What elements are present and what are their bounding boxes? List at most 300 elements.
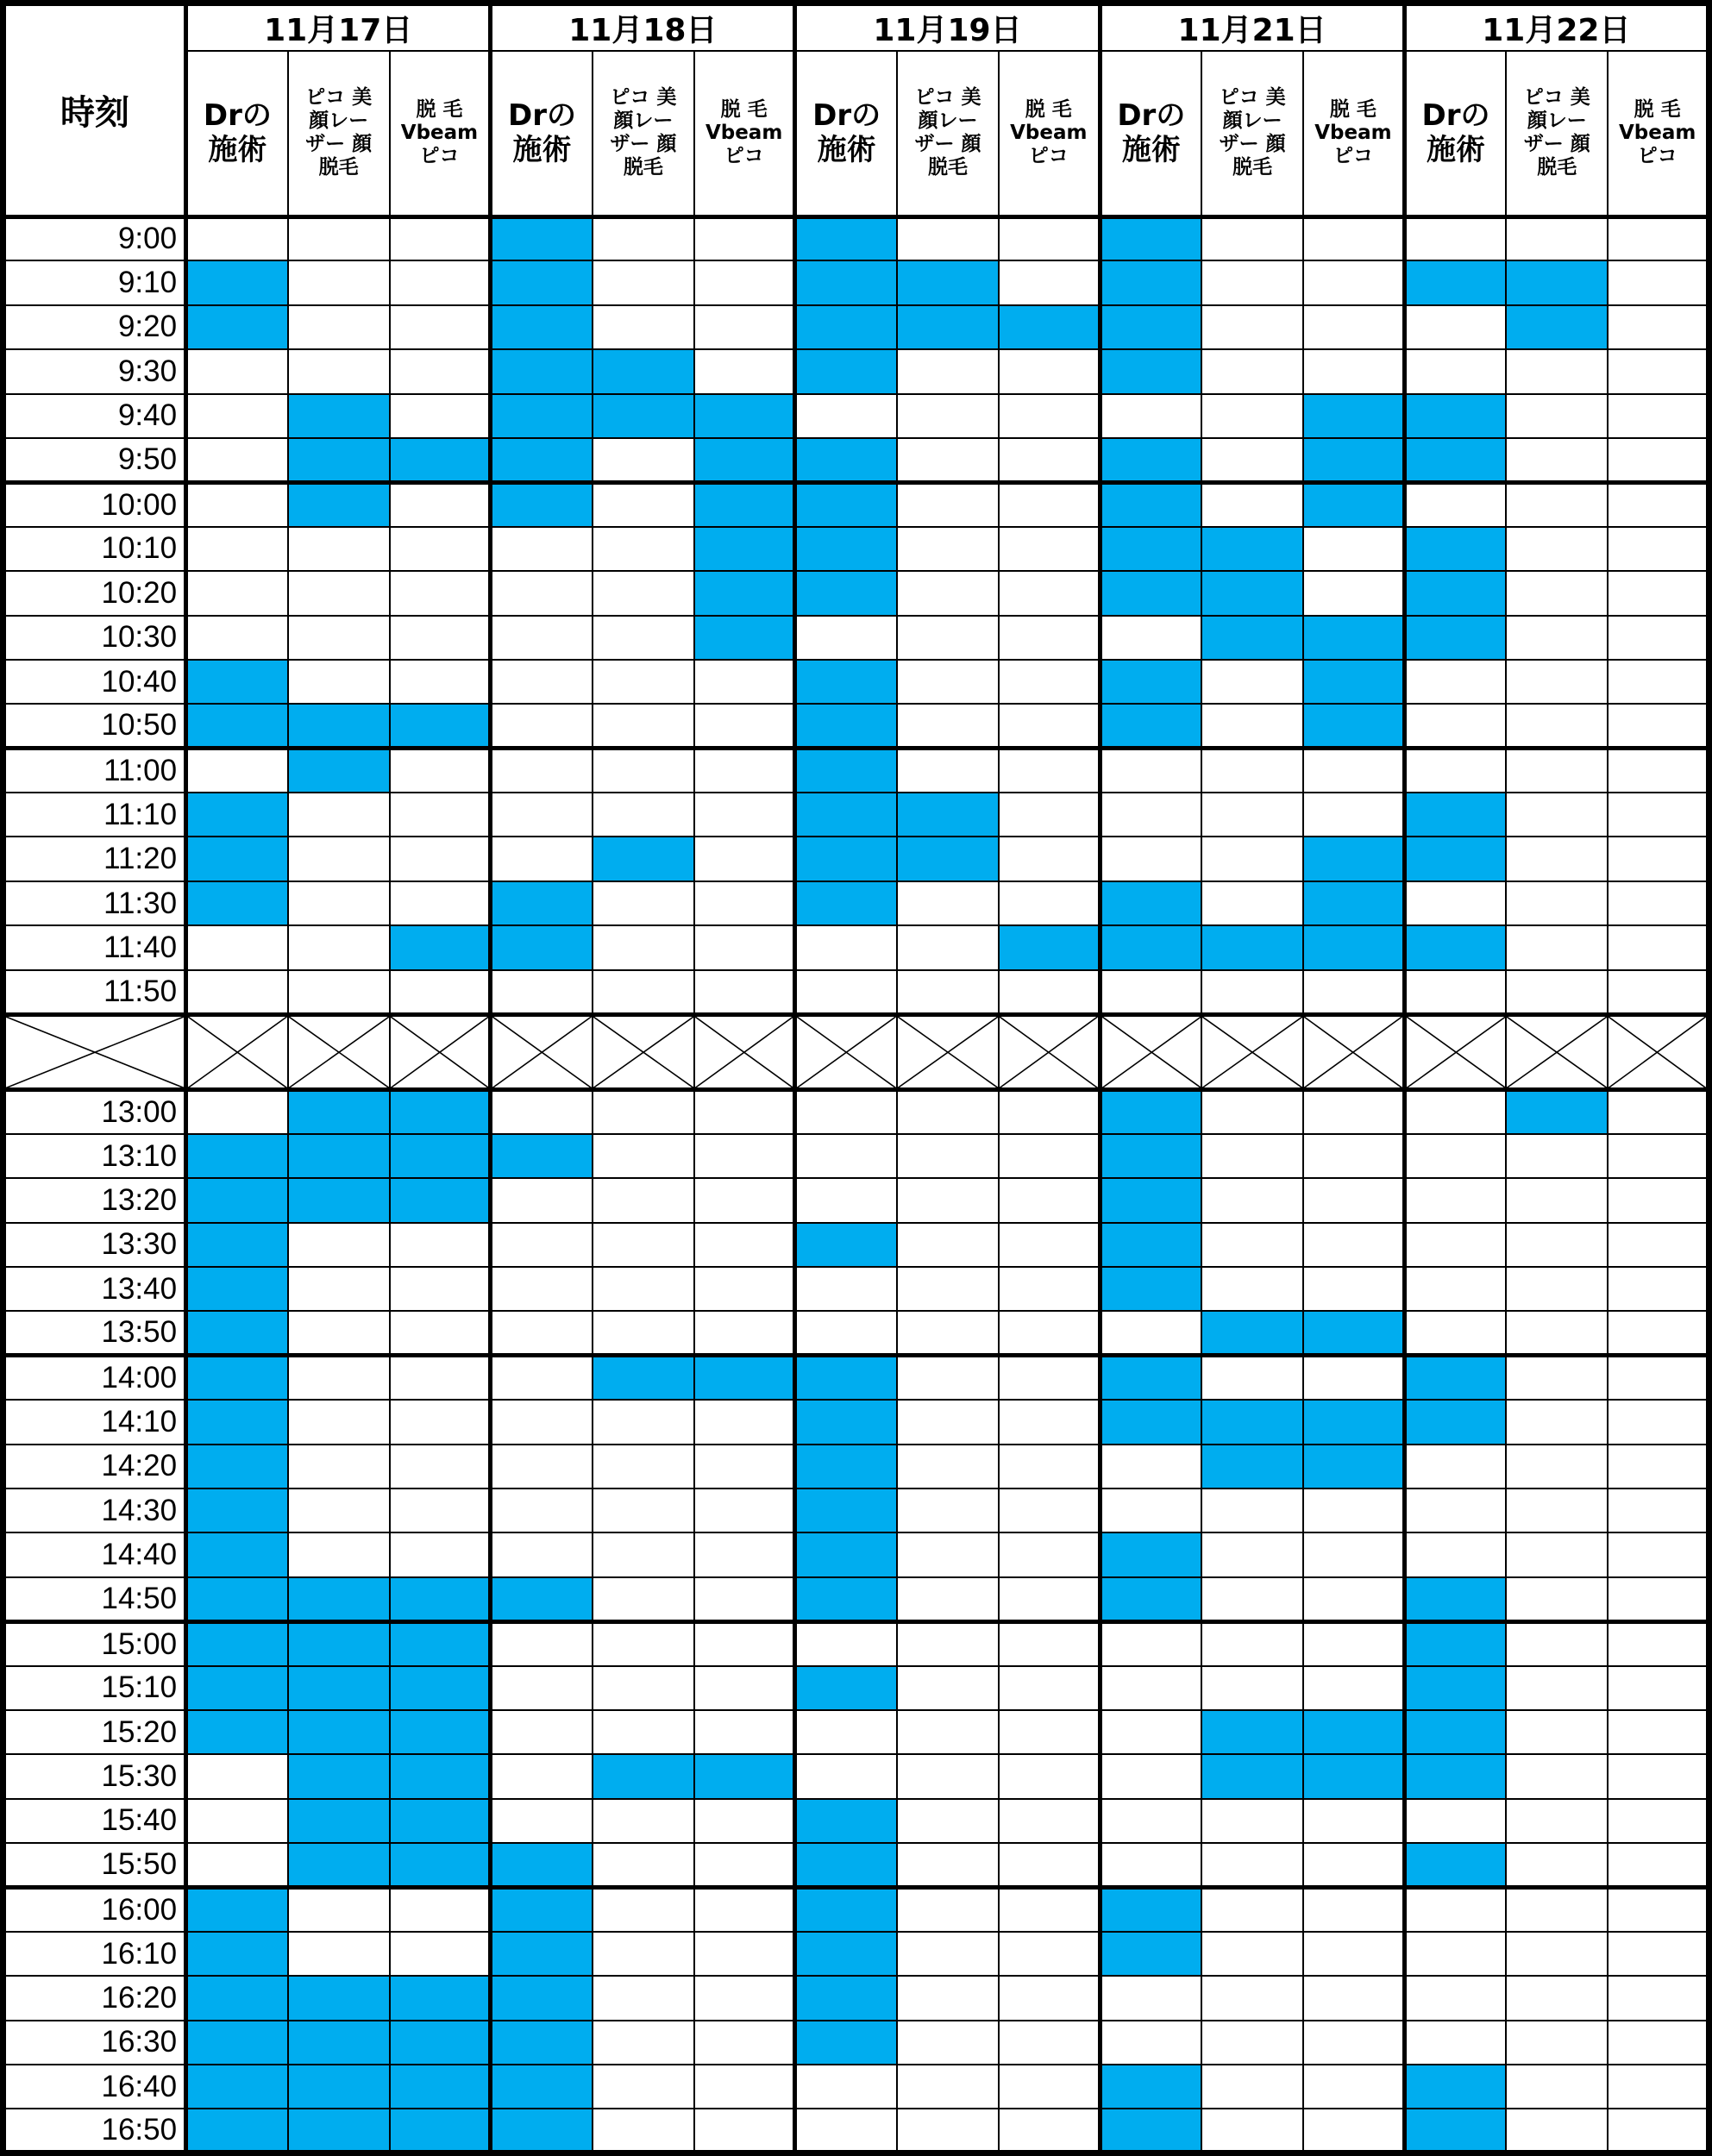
booked-slot[interactable] xyxy=(1100,925,1201,969)
booked-slot[interactable] xyxy=(1404,1843,1506,1887)
free-slot[interactable] xyxy=(593,216,694,260)
free-slot[interactable] xyxy=(897,1843,999,1887)
free-slot[interactable] xyxy=(897,482,999,526)
free-slot[interactable] xyxy=(1201,1178,1303,1222)
free-slot[interactable] xyxy=(390,1311,491,1355)
booked-slot[interactable] xyxy=(1201,1400,1303,1444)
booked-slot[interactable] xyxy=(1100,216,1201,260)
booked-slot[interactable] xyxy=(1404,2109,1506,2153)
free-slot[interactable] xyxy=(491,1445,593,1489)
free-slot[interactable] xyxy=(288,837,390,881)
free-slot[interactable] xyxy=(999,571,1100,615)
free-slot[interactable] xyxy=(795,1134,897,1178)
free-slot[interactable] xyxy=(1201,881,1303,925)
booked-slot[interactable] xyxy=(1303,1400,1404,1444)
free-slot[interactable] xyxy=(1506,1621,1608,1665)
free-slot[interactable] xyxy=(1608,1932,1709,1976)
free-slot[interactable] xyxy=(897,394,999,438)
booked-slot[interactable] xyxy=(186,881,288,925)
free-slot[interactable] xyxy=(593,1178,694,1222)
free-slot[interactable] xyxy=(1506,438,1608,482)
booked-slot[interactable] xyxy=(694,1754,795,1798)
booked-slot[interactable] xyxy=(1303,881,1404,925)
free-slot[interactable] xyxy=(390,571,491,615)
free-slot[interactable] xyxy=(1303,1134,1404,1178)
booked-slot[interactable] xyxy=(491,2021,593,2065)
booked-slot[interactable] xyxy=(390,1089,491,1133)
booked-slot[interactable] xyxy=(1201,925,1303,969)
booked-slot[interactable] xyxy=(1404,1577,1506,1621)
free-slot[interactable] xyxy=(1201,1489,1303,1532)
free-slot[interactable] xyxy=(999,1666,1100,1710)
free-slot[interactable] xyxy=(593,1267,694,1311)
free-slot[interactable] xyxy=(491,970,593,1014)
free-slot[interactable] xyxy=(1303,1888,1404,1932)
booked-slot[interactable] xyxy=(795,527,897,571)
free-slot[interactable] xyxy=(1404,749,1506,793)
free-slot[interactable] xyxy=(186,216,288,260)
free-slot[interactable] xyxy=(390,1356,491,1400)
booked-slot[interactable] xyxy=(288,1799,390,1843)
free-slot[interactable] xyxy=(1404,1489,1506,1532)
free-slot[interactable] xyxy=(999,1754,1100,1798)
free-slot[interactable] xyxy=(1201,1621,1303,1665)
booked-slot[interactable] xyxy=(1201,571,1303,615)
booked-slot[interactable] xyxy=(288,1577,390,1621)
free-slot[interactable] xyxy=(1303,527,1404,571)
free-slot[interactable] xyxy=(288,970,390,1014)
free-slot[interactable] xyxy=(1303,1532,1404,1576)
free-slot[interactable] xyxy=(999,704,1100,748)
free-slot[interactable] xyxy=(390,1489,491,1532)
booked-slot[interactable] xyxy=(593,394,694,438)
free-slot[interactable] xyxy=(999,394,1100,438)
free-slot[interactable] xyxy=(694,1134,795,1178)
booked-slot[interactable] xyxy=(1404,1754,1506,1798)
booked-slot[interactable] xyxy=(491,216,593,260)
booked-slot[interactable] xyxy=(1506,260,1608,304)
free-slot[interactable] xyxy=(288,793,390,837)
free-slot[interactable] xyxy=(390,394,491,438)
booked-slot[interactable] xyxy=(694,616,795,660)
booked-slot[interactable] xyxy=(186,1666,288,1710)
free-slot[interactable] xyxy=(288,349,390,393)
free-slot[interactable] xyxy=(186,749,288,793)
free-slot[interactable] xyxy=(593,970,694,1014)
free-slot[interactable] xyxy=(1404,881,1506,925)
free-slot[interactable] xyxy=(491,1666,593,1710)
free-slot[interactable] xyxy=(1303,1621,1404,1665)
booked-slot[interactable] xyxy=(288,1976,390,2020)
free-slot[interactable] xyxy=(694,1710,795,1754)
booked-slot[interactable] xyxy=(390,2065,491,2109)
free-slot[interactable] xyxy=(1404,1932,1506,1976)
free-slot[interactable] xyxy=(694,1489,795,1532)
free-slot[interactable] xyxy=(593,1799,694,1843)
booked-slot[interactable] xyxy=(390,2109,491,2153)
free-slot[interactable] xyxy=(1201,438,1303,482)
free-slot[interactable] xyxy=(1303,793,1404,837)
free-slot[interactable] xyxy=(694,1532,795,1576)
booked-slot[interactable] xyxy=(288,2065,390,2109)
booked-slot[interactable] xyxy=(186,1178,288,1222)
free-slot[interactable] xyxy=(1404,1267,1506,1311)
free-slot[interactable] xyxy=(1404,1178,1506,1222)
free-slot[interactable] xyxy=(694,2021,795,2065)
booked-slot[interactable] xyxy=(186,2021,288,2065)
free-slot[interactable] xyxy=(593,1489,694,1532)
free-slot[interactable] xyxy=(999,349,1100,393)
free-slot[interactable] xyxy=(1506,1976,1608,2020)
free-slot[interactable] xyxy=(1303,2065,1404,2109)
free-slot[interactable] xyxy=(491,1489,593,1532)
booked-slot[interactable] xyxy=(390,1134,491,1178)
free-slot[interactable] xyxy=(999,1888,1100,1932)
free-slot[interactable] xyxy=(999,660,1100,704)
free-slot[interactable] xyxy=(694,1932,795,1976)
free-slot[interactable] xyxy=(1303,1356,1404,1400)
free-slot[interactable] xyxy=(999,793,1100,837)
free-slot[interactable] xyxy=(390,527,491,571)
free-slot[interactable] xyxy=(1201,1267,1303,1311)
booked-slot[interactable] xyxy=(390,1754,491,1798)
free-slot[interactable] xyxy=(795,1267,897,1311)
free-slot[interactable] xyxy=(694,837,795,881)
free-slot[interactable] xyxy=(1303,349,1404,393)
free-slot[interactable] xyxy=(1404,1976,1506,2020)
booked-slot[interactable] xyxy=(795,1577,897,1621)
free-slot[interactable] xyxy=(694,1888,795,1932)
booked-slot[interactable] xyxy=(186,837,288,881)
free-slot[interactable] xyxy=(491,1621,593,1665)
free-slot[interactable] xyxy=(1608,216,1709,260)
free-slot[interactable] xyxy=(491,749,593,793)
booked-slot[interactable] xyxy=(186,660,288,704)
free-slot[interactable] xyxy=(390,616,491,660)
free-slot[interactable] xyxy=(1506,660,1608,704)
free-slot[interactable] xyxy=(999,2065,1100,2109)
booked-slot[interactable] xyxy=(390,1843,491,1887)
free-slot[interactable] xyxy=(390,482,491,526)
free-slot[interactable] xyxy=(1506,1532,1608,1576)
booked-slot[interactable] xyxy=(694,1356,795,1400)
free-slot[interactable] xyxy=(1608,1532,1709,1576)
free-slot[interactable] xyxy=(897,2065,999,2109)
free-slot[interactable] xyxy=(1608,1134,1709,1178)
free-slot[interactable] xyxy=(795,394,897,438)
free-slot[interactable] xyxy=(1100,1445,1201,1489)
free-slot[interactable] xyxy=(491,1267,593,1311)
free-slot[interactable] xyxy=(1608,749,1709,793)
booked-slot[interactable] xyxy=(1404,1400,1506,1444)
free-slot[interactable] xyxy=(897,1356,999,1400)
free-slot[interactable] xyxy=(1303,1932,1404,1976)
booked-slot[interactable] xyxy=(795,305,897,349)
booked-slot[interactable] xyxy=(1100,1089,1201,1133)
booked-slot[interactable] xyxy=(795,1532,897,1576)
free-slot[interactable] xyxy=(1608,349,1709,393)
booked-slot[interactable] xyxy=(1100,260,1201,304)
free-slot[interactable] xyxy=(288,881,390,925)
booked-slot[interactable] xyxy=(390,1976,491,2020)
free-slot[interactable] xyxy=(1404,1532,1506,1576)
free-slot[interactable] xyxy=(491,837,593,881)
free-slot[interactable] xyxy=(1404,1888,1506,1932)
free-slot[interactable] xyxy=(1201,660,1303,704)
free-slot[interactable] xyxy=(999,1356,1100,1400)
booked-slot[interactable] xyxy=(1100,1577,1201,1621)
free-slot[interactable] xyxy=(1404,305,1506,349)
free-slot[interactable] xyxy=(1608,1445,1709,1489)
free-slot[interactable] xyxy=(390,349,491,393)
free-slot[interactable] xyxy=(897,527,999,571)
booked-slot[interactable] xyxy=(795,482,897,526)
free-slot[interactable] xyxy=(288,260,390,304)
free-slot[interactable] xyxy=(288,1356,390,1400)
booked-slot[interactable] xyxy=(1303,660,1404,704)
booked-slot[interactable] xyxy=(795,837,897,881)
free-slot[interactable] xyxy=(1608,1489,1709,1532)
free-slot[interactable] xyxy=(1506,571,1608,615)
free-slot[interactable] xyxy=(491,616,593,660)
free-slot[interactable] xyxy=(1201,2065,1303,2109)
booked-slot[interactable] xyxy=(186,704,288,748)
free-slot[interactable] xyxy=(1506,837,1608,881)
free-slot[interactable] xyxy=(1100,1710,1201,1754)
free-slot[interactable] xyxy=(897,616,999,660)
free-slot[interactable] xyxy=(1201,1532,1303,1576)
free-slot[interactable] xyxy=(186,571,288,615)
free-slot[interactable] xyxy=(795,925,897,969)
free-slot[interactable] xyxy=(390,1532,491,1576)
free-slot[interactable] xyxy=(1303,571,1404,615)
free-slot[interactable] xyxy=(1506,1223,1608,1267)
free-slot[interactable] xyxy=(1506,1311,1608,1355)
free-slot[interactable] xyxy=(1506,1178,1608,1222)
booked-slot[interactable] xyxy=(186,1400,288,1444)
free-slot[interactable] xyxy=(1100,394,1201,438)
free-slot[interactable] xyxy=(1608,970,1709,1014)
free-slot[interactable] xyxy=(1608,527,1709,571)
booked-slot[interactable] xyxy=(288,1843,390,1887)
free-slot[interactable] xyxy=(390,793,491,837)
booked-slot[interactable] xyxy=(795,749,897,793)
free-slot[interactable] xyxy=(694,749,795,793)
booked-slot[interactable] xyxy=(491,1932,593,1976)
free-slot[interactable] xyxy=(1100,793,1201,837)
free-slot[interactable] xyxy=(593,1532,694,1576)
free-slot[interactable] xyxy=(694,1976,795,2020)
booked-slot[interactable] xyxy=(1100,349,1201,393)
booked-slot[interactable] xyxy=(186,1976,288,2020)
free-slot[interactable] xyxy=(1506,216,1608,260)
free-slot[interactable] xyxy=(1201,1089,1303,1133)
free-slot[interactable] xyxy=(1404,704,1506,748)
free-slot[interactable] xyxy=(999,1976,1100,2020)
booked-slot[interactable] xyxy=(1201,1754,1303,1798)
free-slot[interactable] xyxy=(288,1267,390,1311)
free-slot[interactable] xyxy=(1201,970,1303,1014)
booked-slot[interactable] xyxy=(288,1754,390,1798)
booked-slot[interactable] xyxy=(288,1178,390,1222)
free-slot[interactable] xyxy=(897,1489,999,1532)
booked-slot[interactable] xyxy=(1404,837,1506,881)
free-slot[interactable] xyxy=(897,2021,999,2065)
free-slot[interactable] xyxy=(1506,749,1608,793)
free-slot[interactable] xyxy=(1201,1888,1303,1932)
free-slot[interactable] xyxy=(1100,1754,1201,1798)
booked-slot[interactable] xyxy=(491,482,593,526)
free-slot[interactable] xyxy=(288,1932,390,1976)
free-slot[interactable] xyxy=(1201,1843,1303,1887)
free-slot[interactable] xyxy=(694,1843,795,1887)
booked-slot[interactable] xyxy=(1303,1445,1404,1489)
free-slot[interactable] xyxy=(1100,1976,1201,2020)
booked-slot[interactable] xyxy=(1303,438,1404,482)
free-slot[interactable] xyxy=(1100,1489,1201,1532)
free-slot[interactable] xyxy=(1404,1799,1506,1843)
free-slot[interactable] xyxy=(1404,1223,1506,1267)
free-slot[interactable] xyxy=(897,1932,999,1976)
free-slot[interactable] xyxy=(1608,1843,1709,1887)
free-slot[interactable] xyxy=(593,2109,694,2153)
booked-slot[interactable] xyxy=(1201,1445,1303,1489)
free-slot[interactable] xyxy=(1608,394,1709,438)
free-slot[interactable] xyxy=(1608,1754,1709,1798)
free-slot[interactable] xyxy=(593,1445,694,1489)
booked-slot[interactable] xyxy=(795,2021,897,2065)
booked-slot[interactable] xyxy=(186,1134,288,1178)
free-slot[interactable] xyxy=(1303,1843,1404,1887)
free-slot[interactable] xyxy=(593,704,694,748)
booked-slot[interactable] xyxy=(1100,1223,1201,1267)
free-slot[interactable] xyxy=(390,216,491,260)
booked-slot[interactable] xyxy=(390,925,491,969)
free-slot[interactable] xyxy=(694,216,795,260)
free-slot[interactable] xyxy=(1608,616,1709,660)
free-slot[interactable] xyxy=(390,1267,491,1311)
free-slot[interactable] xyxy=(491,793,593,837)
booked-slot[interactable] xyxy=(186,1445,288,1489)
free-slot[interactable] xyxy=(1201,260,1303,304)
free-slot[interactable] xyxy=(1201,1799,1303,1843)
free-slot[interactable] xyxy=(1506,1888,1608,1932)
free-slot[interactable] xyxy=(1404,970,1506,1014)
booked-slot[interactable] xyxy=(795,1445,897,1489)
booked-slot[interactable] xyxy=(186,1489,288,1532)
booked-slot[interactable] xyxy=(186,1888,288,1932)
free-slot[interactable] xyxy=(1303,1976,1404,2020)
free-slot[interactable] xyxy=(1303,260,1404,304)
free-slot[interactable] xyxy=(1100,1799,1201,1843)
free-slot[interactable] xyxy=(593,260,694,304)
free-slot[interactable] xyxy=(694,660,795,704)
free-slot[interactable] xyxy=(390,970,491,1014)
booked-slot[interactable] xyxy=(795,349,897,393)
booked-slot[interactable] xyxy=(491,305,593,349)
free-slot[interactable] xyxy=(694,1223,795,1267)
free-slot[interactable] xyxy=(288,305,390,349)
booked-slot[interactable] xyxy=(795,704,897,748)
free-slot[interactable] xyxy=(694,2109,795,2153)
free-slot[interactable] xyxy=(897,1400,999,1444)
free-slot[interactable] xyxy=(593,305,694,349)
free-slot[interactable] xyxy=(1506,1445,1608,1489)
free-slot[interactable] xyxy=(795,1710,897,1754)
booked-slot[interactable] xyxy=(186,260,288,304)
booked-slot[interactable] xyxy=(186,2109,288,2153)
free-slot[interactable] xyxy=(186,527,288,571)
free-slot[interactable] xyxy=(1100,837,1201,881)
free-slot[interactable] xyxy=(999,1932,1100,1976)
booked-slot[interactable] xyxy=(491,2109,593,2153)
booked-slot[interactable] xyxy=(795,1223,897,1267)
booked-slot[interactable] xyxy=(390,704,491,748)
booked-slot[interactable] xyxy=(1404,527,1506,571)
free-slot[interactable] xyxy=(694,970,795,1014)
booked-slot[interactable] xyxy=(186,1267,288,1311)
free-slot[interactable] xyxy=(1303,216,1404,260)
booked-slot[interactable] xyxy=(795,1888,897,1932)
free-slot[interactable] xyxy=(1608,1710,1709,1754)
booked-slot[interactable] xyxy=(1100,527,1201,571)
free-slot[interactable] xyxy=(897,970,999,1014)
booked-slot[interactable] xyxy=(288,749,390,793)
booked-slot[interactable] xyxy=(1303,616,1404,660)
free-slot[interactable] xyxy=(1404,2021,1506,2065)
booked-slot[interactable] xyxy=(491,1888,593,1932)
free-slot[interactable] xyxy=(1201,1666,1303,1710)
booked-slot[interactable] xyxy=(795,216,897,260)
booked-slot[interactable] xyxy=(1100,2065,1201,2109)
free-slot[interactable] xyxy=(1608,1621,1709,1665)
free-slot[interactable] xyxy=(694,1311,795,1355)
free-slot[interactable] xyxy=(694,1799,795,1843)
booked-slot[interactable] xyxy=(795,571,897,615)
booked-slot[interactable] xyxy=(897,260,999,304)
free-slot[interactable] xyxy=(1404,1311,1506,1355)
booked-slot[interactable] xyxy=(491,1134,593,1178)
free-slot[interactable] xyxy=(1608,660,1709,704)
free-slot[interactable] xyxy=(593,660,694,704)
free-slot[interactable] xyxy=(186,1754,288,1798)
free-slot[interactable] xyxy=(694,1445,795,1489)
booked-slot[interactable] xyxy=(1404,925,1506,969)
free-slot[interactable] xyxy=(186,1843,288,1887)
free-slot[interactable] xyxy=(1404,1445,1506,1489)
free-slot[interactable] xyxy=(1100,970,1201,1014)
booked-slot[interactable] xyxy=(390,1178,491,1222)
booked-slot[interactable] xyxy=(1100,305,1201,349)
booked-slot[interactable] xyxy=(795,881,897,925)
free-slot[interactable] xyxy=(186,482,288,526)
free-slot[interactable] xyxy=(694,1621,795,1665)
free-slot[interactable] xyxy=(1608,881,1709,925)
free-slot[interactable] xyxy=(288,1400,390,1444)
booked-slot[interactable] xyxy=(593,837,694,881)
free-slot[interactable] xyxy=(1303,1223,1404,1267)
free-slot[interactable] xyxy=(1201,1223,1303,1267)
free-slot[interactable] xyxy=(1201,837,1303,881)
free-slot[interactable] xyxy=(1404,660,1506,704)
free-slot[interactable] xyxy=(999,1532,1100,1576)
free-slot[interactable] xyxy=(999,482,1100,526)
booked-slot[interactable] xyxy=(491,881,593,925)
free-slot[interactable] xyxy=(1608,704,1709,748)
booked-slot[interactable] xyxy=(390,1710,491,1754)
booked-slot[interactable] xyxy=(1303,704,1404,748)
free-slot[interactable] xyxy=(1506,394,1608,438)
